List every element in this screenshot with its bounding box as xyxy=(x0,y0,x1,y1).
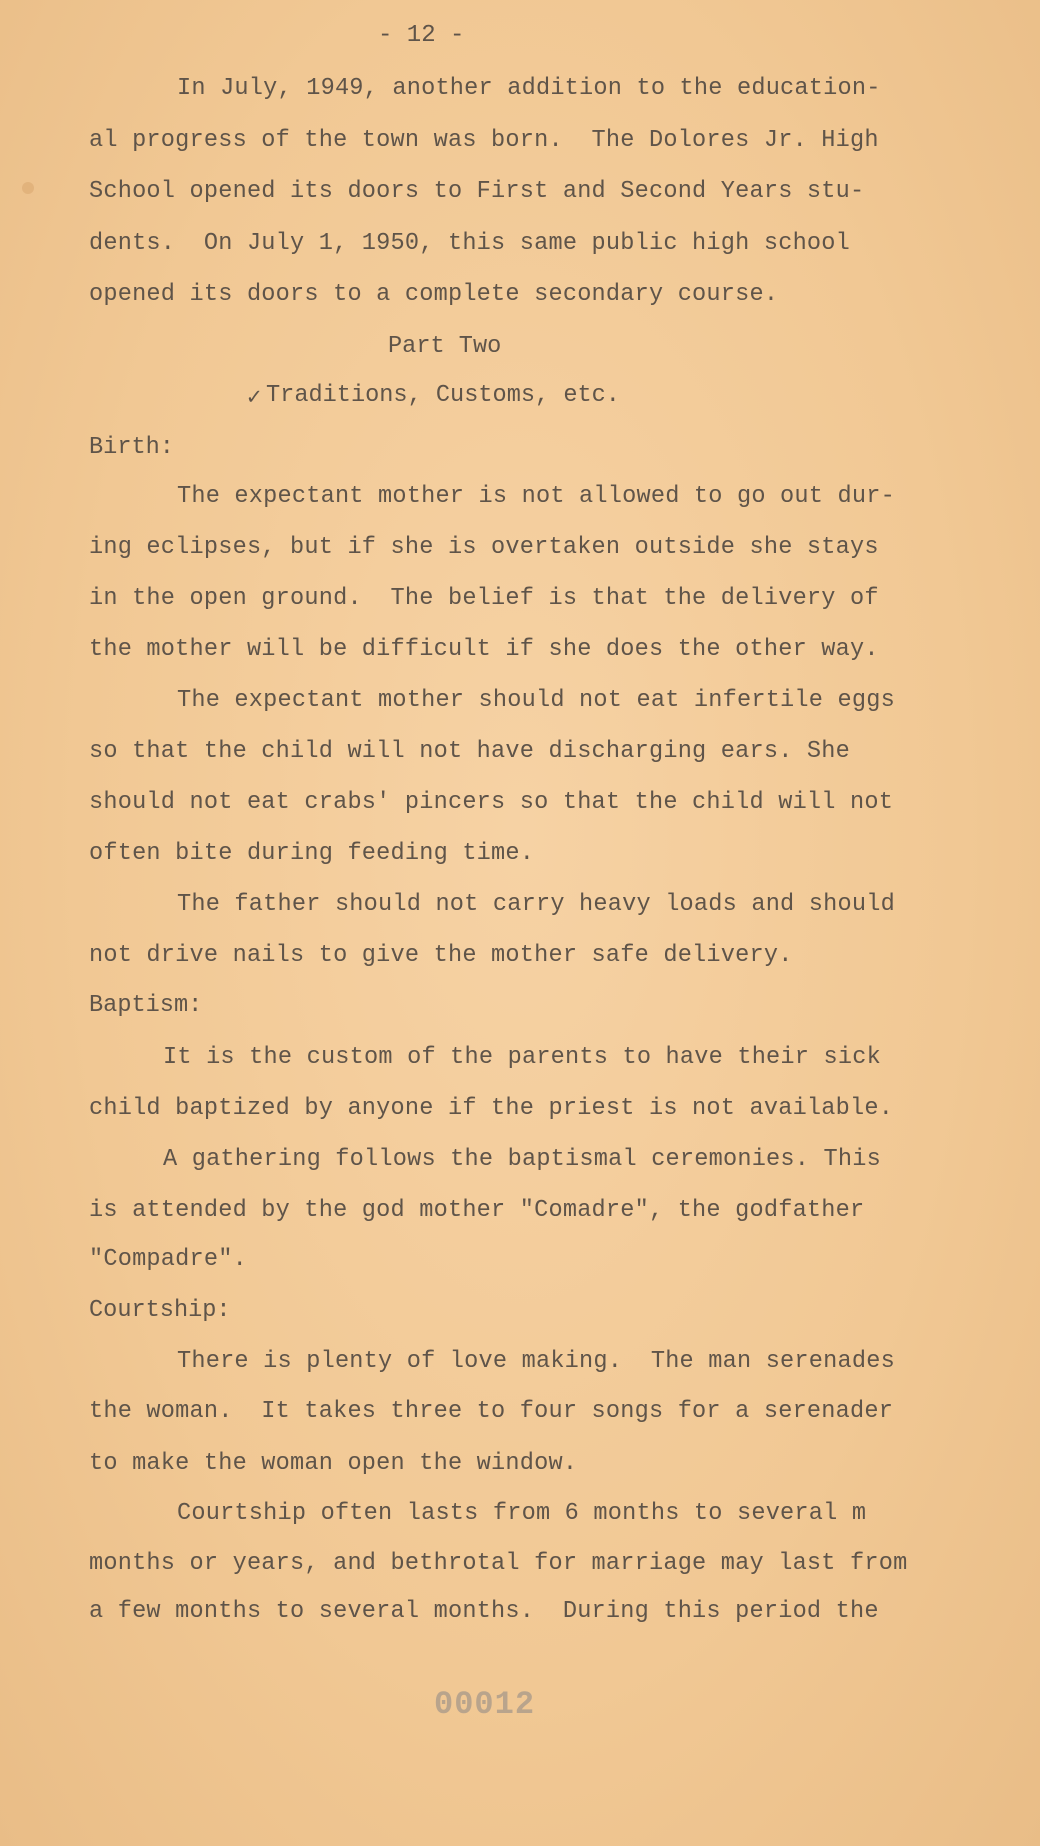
birth-p3-line-1: The father should not carry heavy loads and should xyxy=(177,891,895,918)
baptism-p1-line-2: child baptized by anyone if the priest is not available. xyxy=(89,1095,894,1122)
part-title: Part Two xyxy=(388,333,502,360)
birth-p1-line-2: ing eclipses, but if she is overtaken outside she stays xyxy=(89,534,879,561)
birth-p1-line-1: The expectant mother is not allowed to go out dur- xyxy=(177,483,895,510)
courtship-p2-line-2: months or years, and bethrotal for marriage may last from xyxy=(89,1550,908,1577)
education-line-3: School opened its doors to First and Second Years stu- xyxy=(89,178,865,205)
education-line-1: In July, 1949, another addition to the education- xyxy=(177,75,881,102)
birth-p2-line-2: so that the child will not have discharging ears. She xyxy=(89,738,851,765)
baptism-p1-line-1: It is the custom of the parents to have their sick xyxy=(163,1044,881,1071)
baptism-p2-line-3: "Compadre". xyxy=(89,1246,247,1273)
baptism-heading: Baptism: xyxy=(89,992,203,1019)
baptism-p2-line-1: A gathering follows the baptismal ceremonies. This xyxy=(163,1146,881,1173)
paper-stain xyxy=(22,182,34,194)
courtship-p2-line-1: Courtship often lasts from 6 months to several m xyxy=(177,1500,867,1527)
birth-p2-line-1: The expectant mother should not eat infertile eggs xyxy=(177,687,895,714)
check-mark: ✓ xyxy=(247,385,262,412)
birth-p2-line-3: should not eat crabs' pincers so that the child will not xyxy=(89,789,894,816)
birth-p2-line-4: often bite during feeding time. xyxy=(89,840,535,867)
archive-stamp: 00012 xyxy=(434,1686,536,1723)
education-line-2: al progress of the town was born. The Dolores Jr. High xyxy=(89,127,879,154)
courtship-p1-line-2: the woman. It takes three to four songs for a serenader xyxy=(89,1398,894,1425)
birth-p1-line-4: the mother will be difficult if she does the other way. xyxy=(89,636,879,663)
birth-p3-line-2: not drive nails to give the mother safe delivery. xyxy=(89,942,793,969)
courtship-p1-line-3: to make the woman open the window. xyxy=(89,1450,578,1477)
courtship-p1-line-1: There is plenty of love making. The man serenades xyxy=(177,1348,895,1375)
baptism-p2-line-2: is attended by the god mother "Comadre", the godfather xyxy=(89,1197,865,1224)
part-subtitle: Traditions, Customs, etc. xyxy=(266,382,620,409)
education-line-5: opened its doors to a complete secondary course. xyxy=(89,281,779,308)
birth-p1-line-3: in the open ground. The belief is that the delivery of xyxy=(89,585,879,612)
page-number: - 12 - xyxy=(378,22,465,49)
courtship-p2-line-3: a few months to several months. During this period the xyxy=(89,1598,879,1625)
courtship-heading: Courtship: xyxy=(89,1297,231,1324)
birth-heading: Birth: xyxy=(89,434,174,461)
education-line-4: dents. On July 1, 1950, this same public high school xyxy=(89,230,851,257)
